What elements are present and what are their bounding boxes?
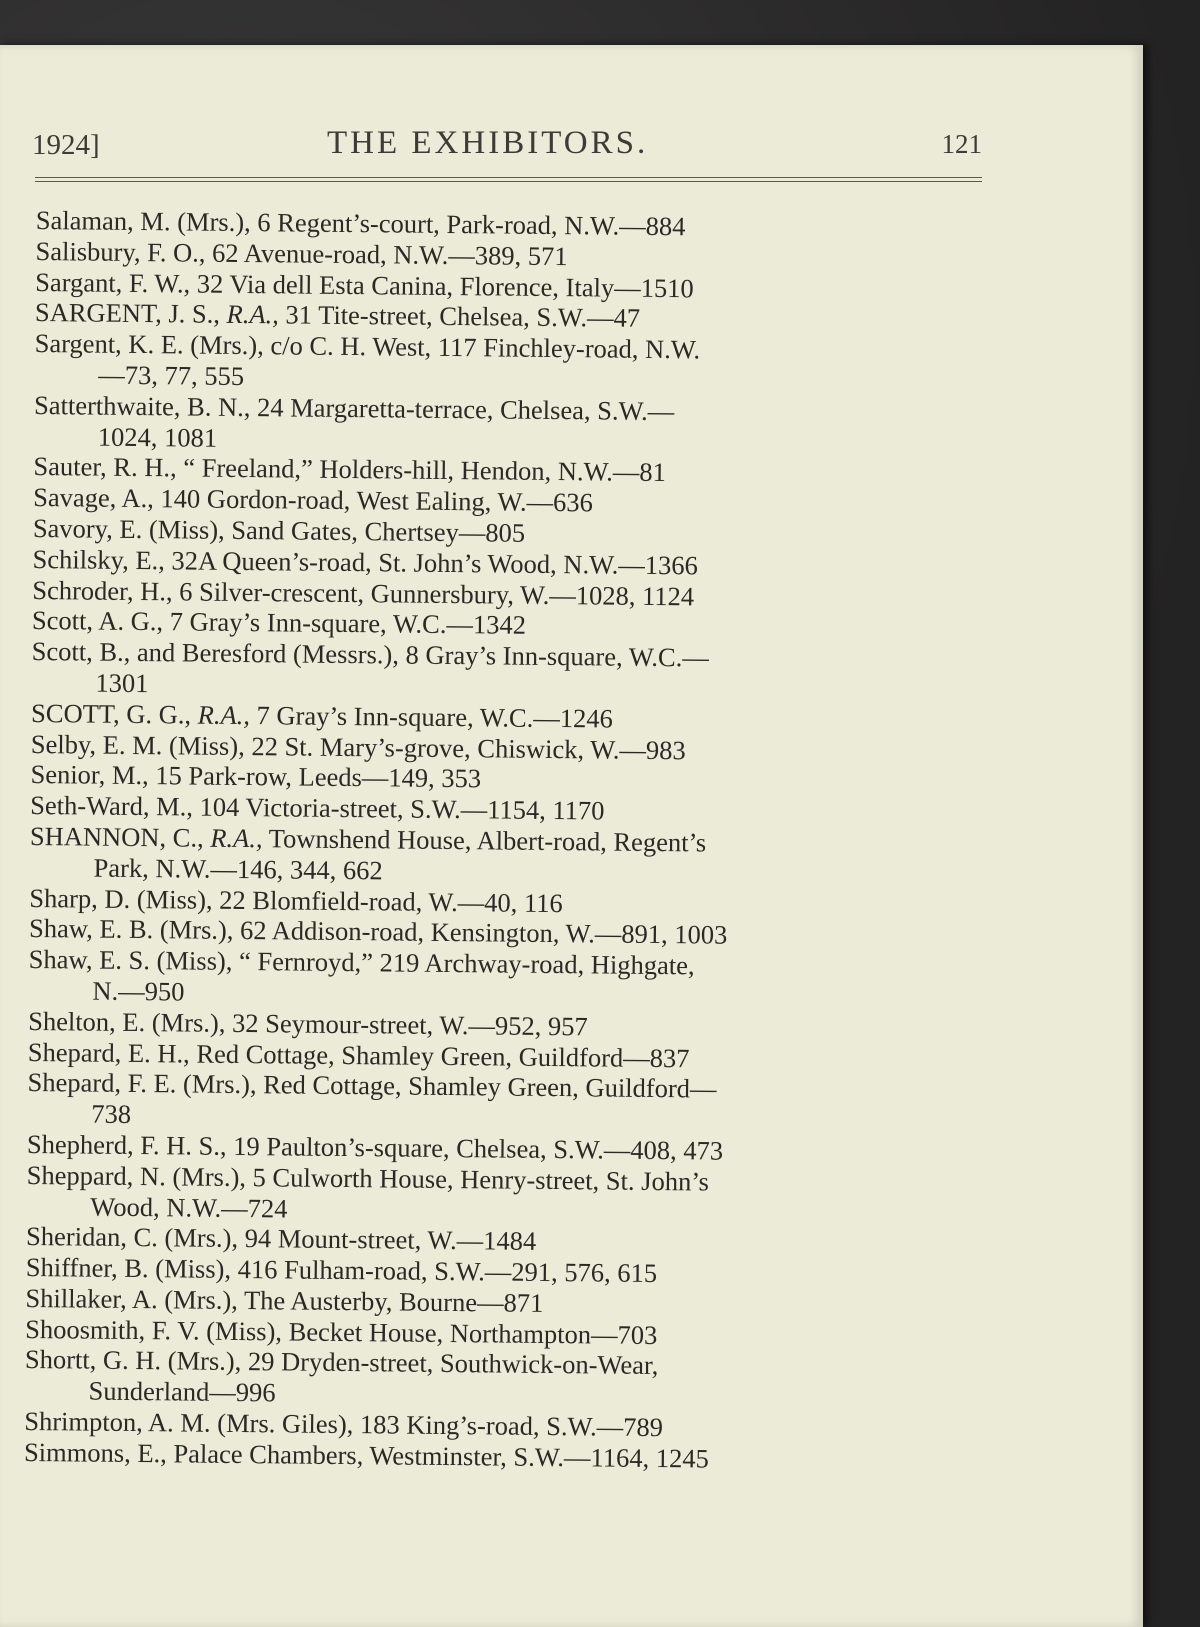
exhibitor-address: 183 King’s-road, S.W.—789 (353, 1409, 664, 1443)
exhibitor-entry (34, 390, 1025, 461)
exhibitor-name: Salaman, M. (Mrs.), (35, 205, 251, 238)
running-header (32, 125, 982, 165)
exhibitor-address-continued: 738 (91, 1098, 132, 1130)
exhibitor-name: Shillaker, A. (Mrs.), (25, 1282, 239, 1315)
exhibitor-name: Shepherd, F. H. S., (26, 1128, 227, 1161)
exhibitor-address: 31 Tite-street, Chelsea, S.W.—47 (278, 299, 641, 334)
exhibitor-name: Schilsky, E., (32, 543, 166, 576)
exhibitor-address: 32 Via dell Esta Canina, Florence, Italy—1510 (190, 268, 694, 303)
exhibitor-entry (28, 944, 1019, 1015)
exhibitor-name: Sauter, R. H., (33, 451, 177, 483)
exhibitor-address: 62 Avenue-road, N.W.—389, 571 (205, 237, 568, 271)
exhibitor-address-continued: N.—950 (92, 975, 185, 1007)
exhibitor-name: Shaw, E. B. (Mrs.), (28, 913, 234, 946)
exhibitor-name: Selby, E. M. (Miss), (30, 728, 245, 761)
exhibitor-name: Shiffner, B. (Miss), (25, 1252, 232, 1285)
exhibitor-name: Scott, A. G., (31, 605, 164, 637)
exhibitor-name: Sargent, K. E. (Mrs.), (34, 328, 264, 361)
exhibitor-name: Shrimpton, A. M. (Mrs. Giles), (24, 1406, 354, 1440)
exhibitor-address: 8 Gray’s Inn-square, W.C.— (398, 639, 709, 673)
exhibitor-address: 140 Gordon-road, West Ealing, W.—636 (153, 483, 594, 518)
exhibitor-address: Palace Chambers, Westminster, S.W.—1164, 1245 (166, 1438, 709, 1474)
book-page (0, 45, 1143, 1627)
exhibitor-name: SCOTT, G. G., (30, 697, 192, 730)
exhibitor-address: 416 Fulham-road, S.W.—291, 576, 615 (230, 1254, 658, 1289)
exhibitor-address: c/o C. H. West, 117 Finchley-road, N.W. (263, 330, 701, 365)
exhibitor-name: SARGENT, J. S., (34, 297, 221, 330)
exhibitor-address: 7 Gray’s Inn-square, W.C.—1342 (162, 606, 527, 641)
exhibitor-name: Shaw, E. S. (Miss), (28, 944, 233, 977)
exhibitor-address: Red Cottage, Shamley Green, Guildford— (256, 1069, 717, 1104)
exhibitor-name: Shortt, G. H. (Mrs.), (24, 1344, 242, 1377)
exhibitor-entry (24, 1344, 1015, 1415)
exhibitor-address: 5 Culworth House, Henry-street, St. John’s (245, 1161, 710, 1197)
exhibitor-address: 19 Paulton’s-square, Chelsea, S.W.—408, 473 (226, 1130, 724, 1166)
exhibitor-address: 32 Seymour-street, W.—952, 957 (225, 1007, 588, 1042)
exhibitor-entry (29, 821, 1020, 892)
academician-title: R.A., (190, 699, 251, 730)
exhibitor-address-continued: Park, N.W.—146, 344, 662 (93, 852, 383, 886)
exhibitor-name: Shelton, E. (Mrs.), (28, 1005, 226, 1038)
header-year: 1924] (32, 129, 100, 161)
exhibitor-name: Simmons, E., (23, 1436, 167, 1469)
exhibitor-address: 22 St. Mary’s-grove, Chiswick, W.—983 (244, 730, 686, 765)
exhibitor-entry (34, 328, 1025, 399)
exhibitor-address: 94 Mount-street, W.—1484 (237, 1223, 537, 1257)
exhibitor-name: Sharp, D. (Miss), (29, 882, 213, 915)
exhibitor-entry (26, 1160, 1017, 1231)
exhibitor-address-continued: Sunderland—996 (88, 1375, 276, 1408)
exhibitor-address: Townshend House, Albert-road, Regent’s (262, 823, 707, 858)
exhibitor-address: 24 Margaretta-terrace, Chelsea, S.W.— (250, 391, 675, 426)
exhibitor-name: Shepard, F. E. (Mrs.), (27, 1067, 257, 1100)
exhibitor-list (24, 205, 1026, 1477)
exhibitor-name: Satterthwaite, B. N., (33, 389, 251, 422)
exhibitor-name: Sheridan, C. (Mrs.), (25, 1221, 239, 1254)
page-number: 121 (941, 129, 982, 159)
exhibitor-address: 62 Addison-road, Kensington, W.—891, 1003 (233, 915, 728, 950)
exhibitor-address: Becket House, Northampton—703 (281, 1316, 658, 1350)
exhibitor-name: SHANNON, C., (29, 820, 204, 853)
exhibitor-name: Seth-Ward, M., (30, 790, 194, 822)
exhibitor-address-continued: Wood, N.W.—724 (90, 1191, 288, 1223)
exhibitor-address: 15 Park-row, Leeds—149, 353 (148, 760, 482, 794)
exhibitor-address: 29 Dryden-street, Southwick-on-Wear, (241, 1346, 659, 1381)
exhibitor-name: Shepard, E. H., (27, 1036, 190, 1069)
exhibitor-address: Sand Gates, Chertsey—805 (224, 514, 526, 548)
academician-title: R.A., (203, 822, 263, 854)
exhibitor-name: Sheppard, N. (Mrs.), (26, 1159, 247, 1192)
exhibitor-name: Sargant, F. W., (35, 266, 191, 299)
exhibitor-address-continued: 1301 (95, 667, 149, 699)
exhibitor-name: Scott, B., and Beresford (Messrs.), (31, 636, 400, 670)
header-rule (35, 177, 982, 182)
exhibitor-address-continued: 1024, 1081 (97, 421, 218, 453)
academician-title: R.A., (219, 299, 280, 330)
exhibitor-address: The Austerby, Bourne—871 (237, 1284, 544, 1318)
exhibitor-address: 22 Blomfield-road, W.—40, 116 (212, 884, 563, 918)
exhibitor-address: 32A Queen’s-road, St. John’s Wood, N.W.—1366 (164, 545, 698, 581)
exhibitor-address-continued: —73, 77, 555 (98, 359, 245, 391)
exhibitor-name: Savory, E. (Miss), (32, 512, 225, 545)
exhibitor-name: Senior, M., (30, 759, 149, 791)
exhibitor-name: Schroder, H., (32, 574, 173, 606)
exhibitor-name: Savage, A., (33, 482, 155, 514)
exhibitor-name: Salisbury, F. O., (35, 235, 206, 268)
exhibitor-address: 6 Regent’s-court, Park-road, N.W.—884 (250, 207, 686, 242)
exhibitor-address: 104 Victoria-street, S.W.—1154, 1170 (192, 791, 605, 826)
exhibitor-name: Shoosmith, F. V. (Miss), (25, 1313, 283, 1347)
page-title: THE EXHIBITORS. (327, 125, 649, 161)
exhibitor-entry (31, 636, 1022, 707)
exhibitor-address: “ Fernroyd,” 219 Archway-road, Highgate, (232, 946, 695, 981)
exhibitor-entry (27, 1067, 1018, 1138)
exhibitor-address: Red Cottage, Shamley Green, Guildford—837 (189, 1038, 690, 1073)
exhibitor-address: “ Freeland,” Holders-hill, Hendon, N.W.—81 (176, 452, 666, 488)
exhibitor-address: 7 Gray’s Inn-square, W.C.—1246 (249, 699, 613, 734)
exhibitor-address: 6 Silver-crescent, Gunnersbury, W.—1028, 1124 (172, 575, 695, 611)
